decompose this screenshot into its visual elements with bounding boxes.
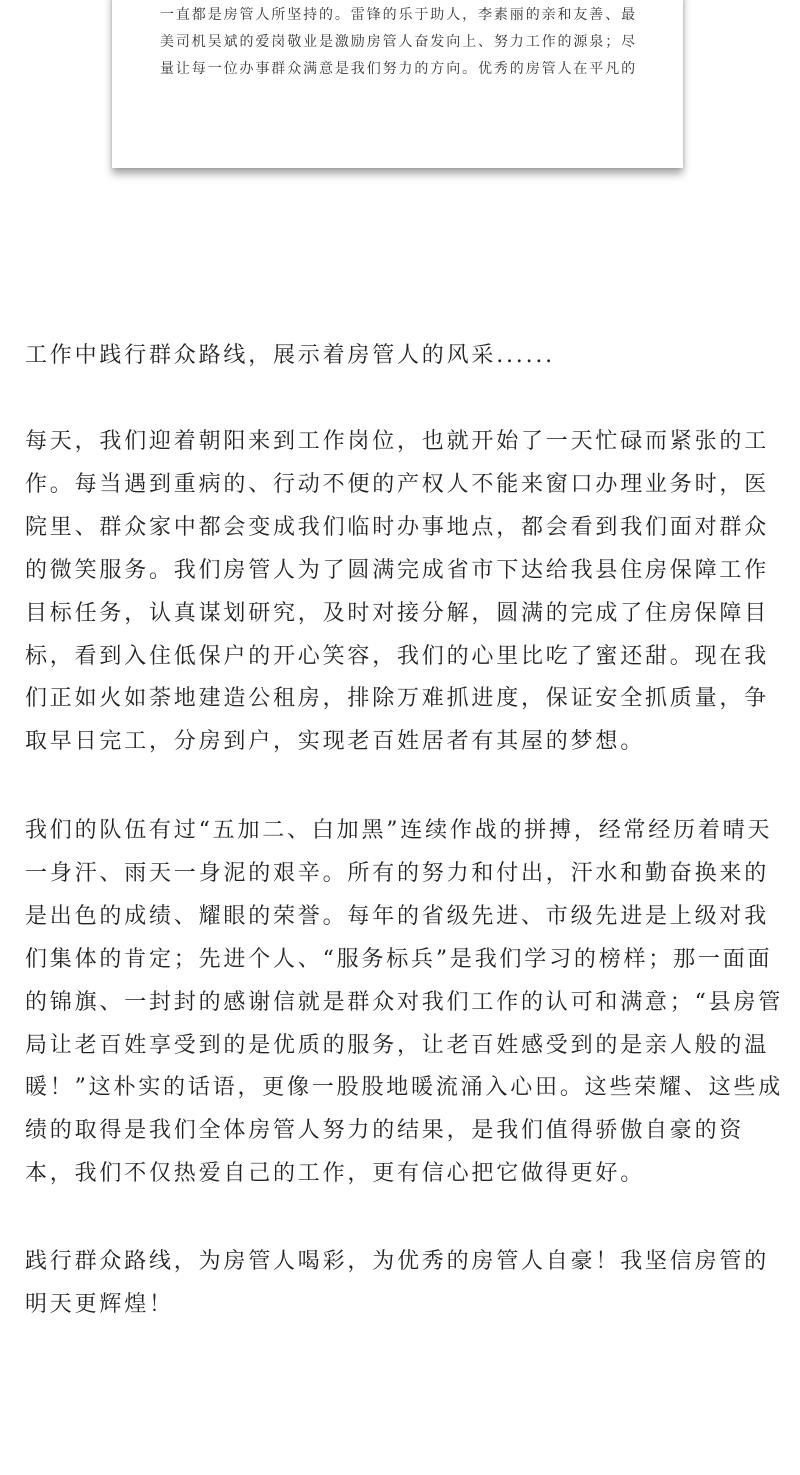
paragraph-line: 的锦旗、一封封的感谢信就是群众对我们工作的认可和满意；“县房管 (25, 989, 784, 1015)
paragraph-line: 局让老百姓享受到的是优质的服务，让老百姓感受到的是亲人般的温 (25, 1032, 770, 1058)
paragraph-line: 绩的取得是我们全体房管人努力的结果，是我们值得骄傲自豪的资 (25, 1118, 745, 1144)
card-text-line: 美司机吴斌的爱岗敬业是激励房管人奋发向上、努力工作的源泉；尽 (160, 34, 637, 50)
card-text-line: 量让每一位办事群众满意是我们努力的方向。优秀的房管人在平凡的 (160, 61, 637, 77)
paragraph-line: 目标任务，认真谋划研究，及时对接分解，圆满的完成了住房保障目 (25, 600, 770, 626)
paragraph-line: 践行群众路线，为房管人喝彩，为优秀的房管人自豪！我坚信房管的 (25, 1249, 770, 1274)
document-preview-card (112, 0, 683, 168)
paragraph-line: 们集体的肯定；先进个人、“服务标兵”是我们学习的榜样；那一面面 (25, 946, 773, 972)
paragraph-line: 们正如火如荼地建造公租房，排除万难抓进度，保证安全抓质量，争 (25, 686, 770, 712)
paragraph-line: 标，看到入住低保户的开心笑容，我们的心里比吃了蜜还甜。现在我 (25, 643, 770, 669)
paragraph-line: 取早日完工，分房到户，实现老百姓居者有其屋的梦想。 (25, 729, 646, 755)
paragraph-line: 院里、群众家中都会变成我们临时办事地点，都会看到我们面对群众 (25, 514, 770, 540)
paragraph-line: 明天更辉煌！ (25, 1291, 174, 1317)
card-text-line: 一直都是房管人所坚持的。雷锋的乐于助人，李素丽的亲和友善、最 (160, 7, 637, 23)
paragraph-line: 每天，我们迎着朝阳来到工作岗位，也就开始了一天忙碌而紧张的工 (25, 429, 770, 454)
paragraph-line: 是出色的成绩、耀眼的荣誉。每年的省级先进、市级先进是上级对我 (25, 903, 770, 929)
paragraph-line: 本，我们不仅热爱自己的工作，更有信心把它做得更好。 (25, 1161, 646, 1187)
paragraph-line: 的微笑服务。我们房管人为了圆满完成省市下达给我县住房保障工作 (25, 557, 770, 583)
paragraph-line: 暖！”这朴实的话语，更像一股股地暖流涌入心田。这些荣耀、这些成 (25, 1075, 784, 1101)
paragraph-line: 作。每当遇到重病的、行动不便的产权人不能来窗口办理业务时，医 (25, 471, 770, 497)
paragraph-line: 一身汗、雨天一身泥的艰辛。所有的努力和付出，汗水和勤奋换来的 (25, 860, 770, 886)
paragraph-line: 工作中践行群众路线，展示着房管人的风采...... (25, 343, 555, 368)
paragraph-line: 我们的队伍有过“五加二、白加黑”连续作战的拼搏，经常经历着晴天 (25, 818, 773, 843)
